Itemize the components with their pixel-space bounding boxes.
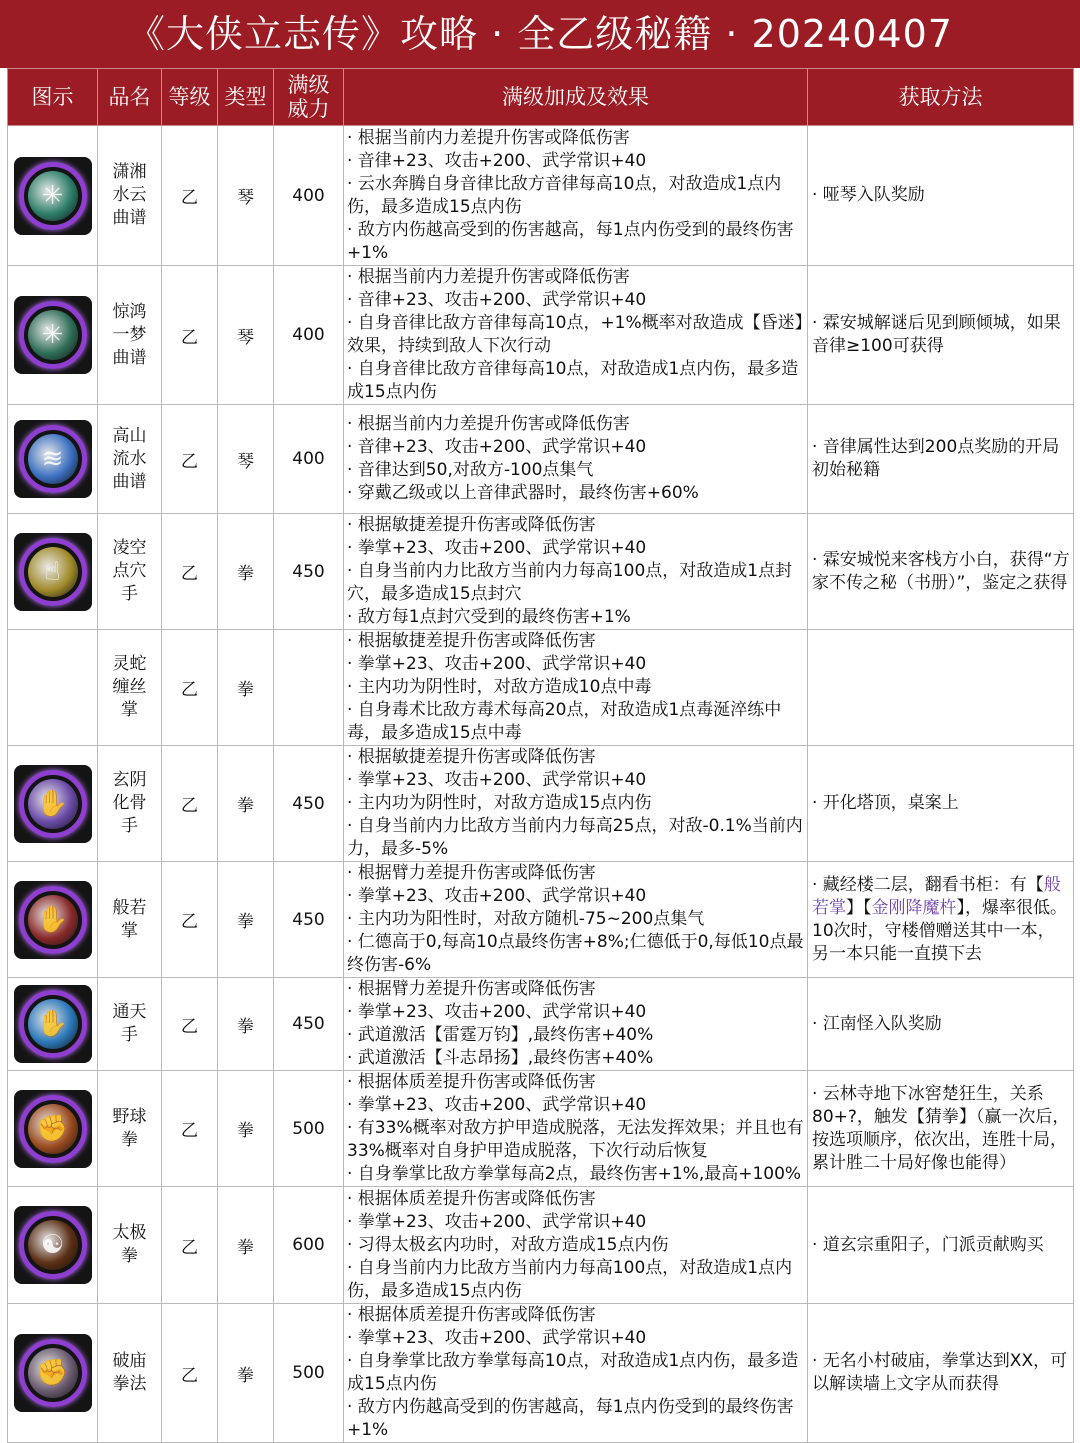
manual-name [98,862,162,978]
manual-effects [344,1071,808,1187]
manual-grade: 乙 [162,514,218,630]
effect-line: · 敌方每1点封穴受到的最终伤害+1% [347,607,631,627]
effect-line: · 根据当前内力差提升伤害或降低伤害 [347,127,630,148]
effect-line: · 自身拳掌比敌方拳掌每高2点，最终伤害+1%,最高+100% [347,1164,802,1184]
effect-line: · 自身当前内力比敌方当前内力每高100点，对敌造成1点内伤，最多造成15点内伤 [347,1257,793,1301]
icon-cell [8,862,98,978]
zither-icon: ≋ [14,420,92,498]
manual-name-line: 般若 [112,897,147,918]
icon-cell [8,1187,98,1304]
effect-line: · 自身当前内力比敌方当前内力每高100点，对敌造成1点封穴，最多造成15点封穴 [347,561,793,604]
highlight-item: 金刚降魔杵 [871,897,957,918]
lightning-hand-icon: ✋ [14,985,92,1063]
table-row [8,405,1074,514]
manual-type: 琴 [218,405,274,514]
manual-name-line: 拳 [121,1246,138,1266]
header-power [274,69,344,126]
manual-name-line: 惊鸿 [112,301,147,322]
ghost-hand-icon: ✋ [14,765,92,843]
icon-cell [8,746,98,862]
effect-line: · 根据敏捷差提升伤害或降低伤害 [347,631,596,651]
manual-type: 拳 [218,978,274,1071]
table-row [8,1187,1074,1304]
effect-line: · 自身拳掌比敌方拳掌每高10点，对敌造成1点内伤，最多造成15点内伤 [347,1351,799,1394]
manual-method: · 音律属性达到200点奖励的开局初始秘籍 [808,405,1074,514]
header-method: 获取方法 [808,69,1074,126]
manual-name [98,514,162,630]
manual-method [808,862,1074,978]
effect-line: · 有33%概率对敌方护甲造成脱落，无法发挥效果；并且也有33%概率对自身护甲造成脱落，下次行动后恢复 [347,1118,804,1161]
manual-type: 拳 [218,1304,274,1443]
manual-method: · 哑琴入队奖励 [808,126,1074,266]
effect-line: · 拳掌+23、攻击+200、武学常识+40 [347,1002,647,1022]
effect-line: · 根据臂力差提升伤害或降低伤害 [347,863,596,883]
manual-name [98,746,162,862]
effect-line: · 主内功为阳性时，对敌方随机-75~200点集气 [347,909,705,929]
manual-type: 拳 [218,514,274,630]
manual-effects [344,126,808,266]
manual-name-line: 缠丝 [112,677,147,697]
effect-line: · 拳掌+23、攻击+200、武学常识+40 [347,538,647,558]
manual-effects [344,978,808,1071]
manual-power: 400 [274,266,344,405]
manual-name-line: 掌 [121,700,138,720]
effect-line: · 武道激活【斗志昂扬】,最终伤害+40% [347,1048,654,1068]
manual-table [7,68,1074,1443]
effect-line: · 仁德高于0,每高10点最终伤害+8%;仁德低于0,每低10点最终伤害-6% [347,932,804,975]
manual-name [98,126,162,266]
manual-grade: 乙 [162,746,218,862]
manual-method [808,630,1074,746]
manual-name-line: 太极 [112,1223,147,1243]
method-text: 】，爆率很低。10次时，守楼僧赠送其中一本，另一本只能一直摸下去 [812,897,1067,964]
finger-point-icon: ☝ [14,533,92,611]
manual-type: 拳 [218,1071,274,1187]
effect-line: · 拳掌+23、攻击+200、武学常识+40 [347,1095,647,1115]
effect-line: · 拳掌+23、攻击+200、武学常识+40 [347,886,647,906]
manual-grade: 乙 [162,862,218,978]
effect-line: · 敌方内伤越高受到的伤害越高，每1点内伤受到的最终伤害+1% [347,1397,794,1440]
manual-method: · 霖安城悦来客栈方小白，获得“方家不传之秘（书册）”，鉴定之获得 [808,514,1074,630]
palm-strike-icon: ✋ [14,881,92,959]
icon-cell [8,405,98,514]
effect-line: · 根据体质差提升伤害或降低伤害 [347,1072,596,1092]
effect-line: · 根据敏捷差提升伤害或降低伤害 [347,515,596,535]
manual-type: 琴 [218,126,274,266]
taiji-icon: ☯ [14,1206,92,1284]
manual-name-line: 曲谱 [112,208,147,228]
manual-name-line: 通天 [112,1002,147,1022]
manual-name-line: 玄阴 [112,770,147,790]
manual-effects [344,514,808,630]
manual-name-line: 化骨 [112,793,147,813]
manual-grade: 乙 [162,266,218,405]
table-row [8,978,1074,1071]
effect-line: · 拳掌+23、攻击+200、武学常识+40 [347,770,647,790]
header-name: 品名 [98,69,162,126]
manual-power: 450 [274,978,344,1071]
manual-name-line: 凌空 [112,538,147,558]
zither-icon: ✳ [14,296,92,374]
manual-name-line: 拳法 [112,1374,147,1394]
effect-line: · 根据体质差提升伤害或降低伤害 [347,1305,596,1325]
header-power-line1: 满级 [287,73,330,97]
method-text: · 藏经楼二层，翻看书柜：有【 [812,874,1044,895]
effect-line: · 自身音律比敌方音律每高10点，+1%概率对敌造成【昏迷】效果，持续到敌人下次行动 [347,313,804,356]
table-row [8,1304,1074,1443]
icon-cell [8,514,98,630]
icon-cell [8,630,98,746]
manual-name-line: 掌 [121,920,138,941]
page-title: 《大侠立志传》攻略 · 全乙级秘籍 · 20240407 [0,0,1080,68]
manual-effects [344,1304,808,1443]
manual-method: · 道玄宗重阳子，门派贡献购买 [808,1187,1074,1304]
manual-grade: 乙 [162,978,218,1071]
effect-line: · 自身音律比敌方音律每高10点，对敌造成1点内伤，最多造成15点内伤 [347,359,799,402]
table-row [8,630,1074,746]
manual-name-line: 破庙 [112,1351,147,1371]
manual-power: 500 [274,1304,344,1443]
effect-line: · 自身毒术比敌方毒术每高20点，对敌造成1点毒涎淬练中毒，最多造成15点中毒 [347,700,782,743]
manual-type: 拳 [218,862,274,978]
manual-grade: 乙 [162,1071,218,1187]
effect-line: · 音律达到50,对敌方-100点集气 [347,460,594,480]
manual-method: · 无名小村破庙，拳掌达到XX，可以解读墙上文字从而获得 [808,1304,1074,1443]
manual-name-line: 水云 [112,185,147,205]
manual-effects [344,1187,808,1304]
header-power-line2: 威力 [287,97,330,121]
effect-line: · 音律+23、攻击+200、武学常识+40 [347,150,647,171]
manual-power: 400 [274,405,344,514]
table-row [8,514,1074,630]
manual-name-line: 拳 [121,1129,138,1150]
manual-name-line: 手 [121,1025,138,1045]
manual-method: · 霖安城解谜后见到顾倾城，如果音律≥100可获得 [808,266,1074,405]
manual-type: 琴 [218,266,274,405]
manual-name-line: 高山 [112,425,147,446]
header-effects: 满级加成及效果 [344,69,808,126]
manual-power: 450 [274,862,344,978]
iron-fist-icon: ✊ [14,1334,92,1412]
manual-name-line: 灵蛇 [112,654,147,674]
effect-line: · 主内功为阴性时，对敌方造成10点中毒 [347,677,652,697]
manual-name-line: 点穴 [112,561,147,581]
effect-line: · 武道激活【雷霆万钧】,最终伤害+40% [347,1025,654,1045]
manual-grade: 乙 [162,126,218,266]
effect-line: · 穿戴乙级或以上音律武器时，最终伤害+60% [347,483,699,503]
manual-power: 400 [274,126,344,266]
manual-grade: 乙 [162,405,218,514]
manual-power: 500 [274,1071,344,1187]
effect-line: · 拳掌+23、攻击+200、武学常识+40 [347,1211,647,1232]
table-row [8,266,1074,405]
manual-name [98,978,162,1071]
manual-effects [344,862,808,978]
manual-name-line: 曲谱 [112,471,147,492]
effect-line: · 根据体质差提升伤害或降低伤害 [347,1188,596,1209]
effect-line: · 根据敏捷差提升伤害或降低伤害 [347,747,596,767]
effect-line: · 自身当前内力比敌方当前内力每高25点，对敌-0.1%当前内力，最多-5% [347,816,803,859]
manual-power: 450 [274,746,344,862]
manual-type: 拳 [218,1187,274,1304]
manual-type: 拳 [218,746,274,862]
icon-cell [8,1304,98,1443]
icon-cell [8,266,98,405]
effect-line: · 根据臂力差提升伤害或降低伤害 [347,979,596,999]
manual-name-line: 潇湘 [112,162,147,182]
manual-name-line: 野球 [112,1106,147,1127]
manual-name-line: 一梦 [112,324,147,345]
manual-name [98,1304,162,1443]
manual-power: 450 [274,514,344,630]
fist-icon: ✊ [14,1090,92,1168]
table-row [8,1071,1074,1187]
manual-power [274,630,344,746]
header-icon: 图示 [8,69,98,126]
manual-type: 拳 [218,630,274,746]
highlight-item: 般若掌 [812,874,1061,918]
table-header-row [8,69,1074,126]
effect-line: · 音律+23、攻击+200、武学常识+40 [347,290,647,310]
effect-line: · 根据当前内力差提升伤害或降低伤害 [347,267,630,287]
header-grade: 等级 [162,69,218,126]
manual-name [98,405,162,514]
table-row [8,746,1074,862]
effect-line: · 拳掌+23、攻击+200、武学常识+40 [347,654,647,674]
icon-cell [8,1071,98,1187]
icon-cell [8,126,98,266]
icon-cell [8,978,98,1071]
manual-name-line: 手 [121,584,138,604]
manual-method: · 云林寺地下冰窖楚狂生，关系80+?，触发【猜拳】（赢一次后，按选项顺序，依次出，连胜十局，累计胜二十局好像也能得） [808,1071,1074,1187]
manual-effects [344,746,808,862]
manual-grade: 乙 [162,1304,218,1443]
manual-method: · 开化塔顶，桌案上 [808,746,1074,862]
manual-name [98,630,162,746]
manual-effects [344,266,808,405]
manual-grade: 乙 [162,630,218,746]
header-type: 类型 [218,69,274,126]
effect-line: · 习得太极玄内功时，对敌方造成15点内伤 [347,1234,669,1255]
manual-effects [344,405,808,514]
effect-line: · 敌方内伤越高受到的伤害越高，每1点内伤受到的最终伤害+1% [347,219,794,263]
table-row [8,126,1074,266]
effect-line: · 根据当前内力差提升伤害或降低伤害 [347,414,630,434]
manual-power: 600 [274,1187,344,1304]
effect-line: · 音律+23、攻击+200、武学常识+40 [347,437,647,457]
manual-name [98,1187,162,1304]
method-text: 】【 [846,897,872,918]
manual-name [98,1071,162,1187]
zither-icon: ✳ [14,157,92,235]
manual-method: · 江南怪入队奖励 [808,978,1074,1071]
manual-grade: 乙 [162,1187,218,1304]
manual-name-line: 手 [121,816,138,836]
manual-effects [344,630,808,746]
manual-name-line: 曲谱 [112,347,147,368]
effect-line: · 主内功为阴性时，对敌方造成15点内伤 [347,793,652,813]
manual-name-line: 流水 [112,448,147,469]
effect-line: · 拳掌+23、攻击+200、武学常识+40 [347,1328,647,1348]
table-row [8,862,1074,978]
effect-line: · 云水奔腾自身音律比敌方音律每高10点，对敌造成1点内伤，最多造成15点内伤 [347,173,782,217]
manual-name [98,266,162,405]
